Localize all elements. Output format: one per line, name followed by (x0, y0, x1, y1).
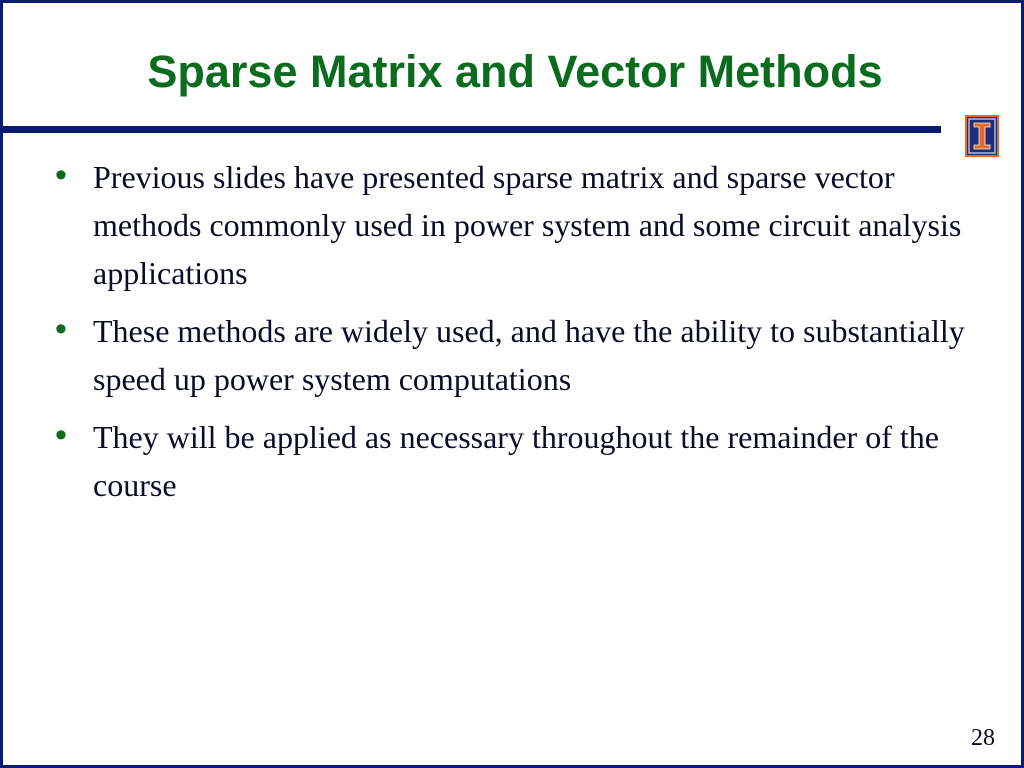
title-divider (3, 126, 941, 133)
bullet-dot-icon: • (55, 310, 67, 348)
bullet-text: They will be applied as necessary throughout the remainder of the course (93, 419, 939, 503)
list-item (51, 307, 991, 403)
bullet-text: Previous slides have presented sparse matrix and sparse vector methods commonly used in power system and some circuit analysis applications (93, 159, 962, 291)
bullet-dot-icon: • (55, 156, 67, 194)
university-logo-icon (965, 115, 999, 157)
slide-title: Sparse Matrix and Vector Methods (147, 46, 883, 97)
bullet-text: These methods are widely used, and have the ability to substantially speed up power system computations (93, 313, 965, 397)
list-item (51, 413, 991, 509)
list-item (51, 153, 991, 297)
page-number: 28 (971, 725, 995, 751)
bullet-dot-icon: • (55, 416, 67, 454)
bullet-list (51, 153, 991, 519)
